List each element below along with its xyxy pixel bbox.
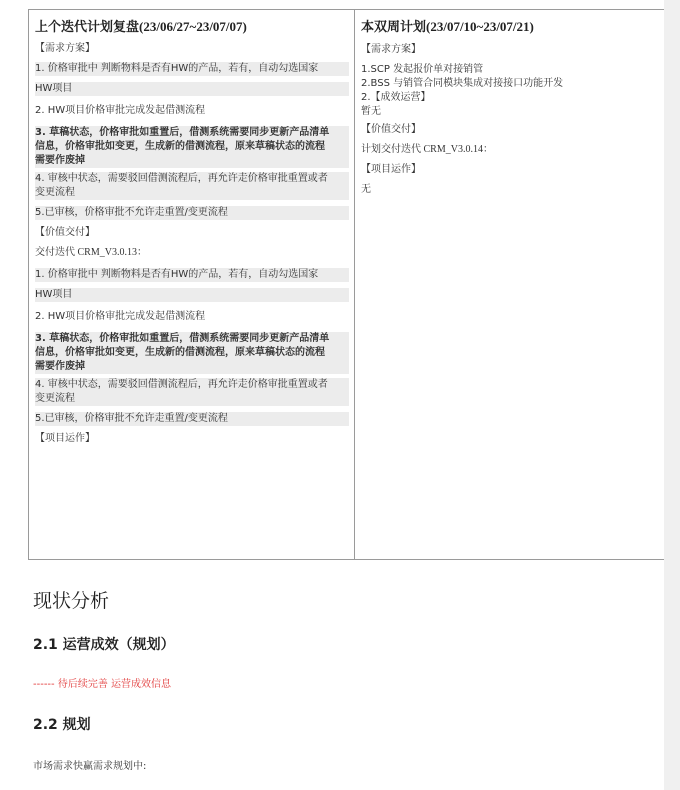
text-line: 2. HW项目价格审批完成发起借测流程 <box>35 105 206 116</box>
previous-iteration-title: 上个迭代计划复盘(23/06/27~23/07/07) <box>35 19 247 34</box>
iteration-plan-table <box>28 9 680 560</box>
current-plan-cell <box>355 10 680 560</box>
previous-iteration-cell <box>29 10 355 560</box>
vertical-scrollbar[interactable] <box>664 0 680 790</box>
text-line: 需要作废掉 <box>35 154 349 168</box>
text-line: 信息，价格审批如变更，生成新的借测流程，原来草稿状态的流程 <box>35 140 349 154</box>
subsection-heading-plan: 2.2 规划 <box>33 717 91 733</box>
text-line: 3. 草稿状态，价格审批如重置后，借测系统需要同步更新产品清单 <box>35 332 349 346</box>
text-line: 无 <box>361 184 371 195</box>
text-line: 计划交付迭代 CRM_V3.0.14： <box>361 144 493 155</box>
value-delivery-heading: 【价值交付】 <box>35 227 95 238</box>
todo-note: ------ 待后续完善 运营成效信息 <box>33 679 172 690</box>
text-line: 5.已审核，价格审批不允许走重置/变更流程 <box>35 206 349 220</box>
current-plan-title: 本双周计划(23/07/10~23/07/21) <box>361 19 534 34</box>
project-operation-heading: 【项目运作】 <box>361 164 421 175</box>
text-line: 3. 草稿状态，价格审批如重置后，借测系统需要同步更新产品清单 <box>35 126 349 140</box>
text-line: 5.已审核，价格审批不允许走重置/变更流程 <box>35 412 349 426</box>
text-line: 暂无 <box>361 106 381 117</box>
text-line: HW项目 <box>35 288 349 302</box>
text-line: 4. 审核中状态，需要驳回借测流程后，再允许走价格审批重置或者 <box>35 172 349 186</box>
text-line: 需要作废掉 <box>35 360 349 374</box>
text-line: 1.SCP 发起报价单对接销管 <box>361 64 484 75</box>
text-line: 变更流程 <box>35 392 349 406</box>
value-delivery-heading: 【价值交付】 <box>361 124 421 135</box>
text-line: 1. 价格审批中 判断物料是否有HW的产品，若有，自动勾选国家 <box>35 62 349 76</box>
subsection-heading-ops: 2.1 运营成效（规划） <box>33 637 175 653</box>
project-operation-heading: 【项目运作】 <box>35 433 95 444</box>
text-line: 2. HW项目价格审批完成发起借测流程 <box>35 311 206 322</box>
ops-result-heading: 2.【成效运营】 <box>361 92 431 103</box>
requirement-heading: 【需求方案】 <box>361 44 421 55</box>
text-line: 信息，价格审批如变更，生成新的借测流程，原来草稿状态的流程 <box>35 346 349 360</box>
text-line: 2.BSS 与销管合同模块集成对接接口功能开发 <box>361 78 564 89</box>
text-line: 4. 审核中状态，需要驳回借测流程后，再允许走价格审批重置或者 <box>35 378 349 392</box>
section-heading: 现状分析 <box>33 590 110 612</box>
text-line: HW项目 <box>35 82 349 96</box>
paragraph-text: 市场需求快赢需求规划中: <box>33 761 147 772</box>
requirement-heading: 【需求方案】 <box>35 43 95 54</box>
text-line: 变更流程 <box>35 186 349 200</box>
text-line: 交付迭代 CRM_V3.0.13： <box>35 247 147 258</box>
text-line: 1. 价格审批中 判断物料是否有HW的产品，若有，自动勾选国家 <box>35 268 349 282</box>
